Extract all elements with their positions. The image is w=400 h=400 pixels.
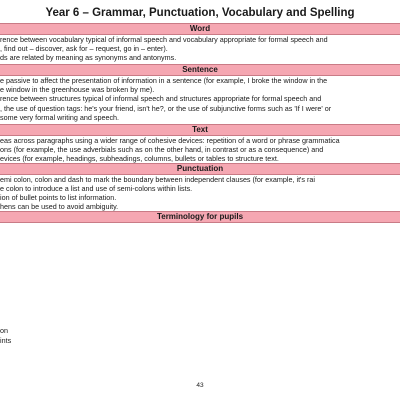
page-number: 43 bbox=[196, 382, 204, 389]
text-line: evices (for example, headings, subheadings, columns, bullets or tables to structure text. bbox=[0, 153, 279, 163]
text-line: hens can be used to avoid ambiguity. bbox=[0, 202, 119, 212]
section-sentence bbox=[0, 76, 400, 121]
text-line: ons (for example, the use adverbials such as on the other hand, in contrast or as a consequence) and bbox=[0, 144, 324, 154]
text-line: ds are related by meaning as synonyms and antonyms. bbox=[0, 53, 177, 63]
text-line: rence between vocabulary typical of informal speech and vocabulary appropriate for formal speech and bbox=[0, 35, 328, 44]
section-word bbox=[0, 35, 400, 62]
section-punctuation bbox=[0, 175, 400, 211]
section-heading-sentence: Sentence bbox=[0, 64, 400, 76]
section-heading-text: Text bbox=[0, 124, 400, 136]
text-line: some very formal writing and speech. bbox=[0, 112, 120, 122]
text-line: eas across paragraphs using a wider range of cohesive devices: repetition of a word or phrase grammatica bbox=[0, 135, 340, 145]
text-line: emi colon, colon and dash to mark the boundary between independent clauses (for example, it's rai bbox=[0, 175, 316, 185]
section-heading-word: Word bbox=[0, 23, 400, 35]
section-heading-punctuation: Punctuation bbox=[0, 163, 400, 175]
text-line: e passive to affect the presentation of information in a sentence (for example, I broke the window in the bbox=[0, 76, 328, 86]
text-line: , find out – discover, ask for – request, go in – enter). bbox=[0, 44, 168, 54]
text-line: , the use of question tags: he's your friend, isn't he?, or the use of subjunctive forms such as 'If I were' or bbox=[0, 103, 332, 113]
page-title: Year 6 – Grammar, Punctuation, Vocabulary and Spelling bbox=[45, 7, 355, 19]
terminology-fragment: ints bbox=[0, 336, 12, 345]
section-heading-terminology: Terminology for pupils bbox=[0, 211, 400, 223]
text-line: e colon to introduce a list and use of semi-colons within lists. bbox=[0, 184, 193, 194]
text-line: rence between structures typical of informal speech and structures appropriate for formal speech and bbox=[0, 94, 322, 104]
text-line: e window in the greenhouse was broken by me). bbox=[0, 85, 155, 95]
document-body bbox=[0, 23, 400, 223]
section-text bbox=[0, 136, 400, 163]
text-line: ion of bullet points to list information. bbox=[0, 193, 117, 203]
terminology-fragment: on bbox=[0, 326, 8, 335]
